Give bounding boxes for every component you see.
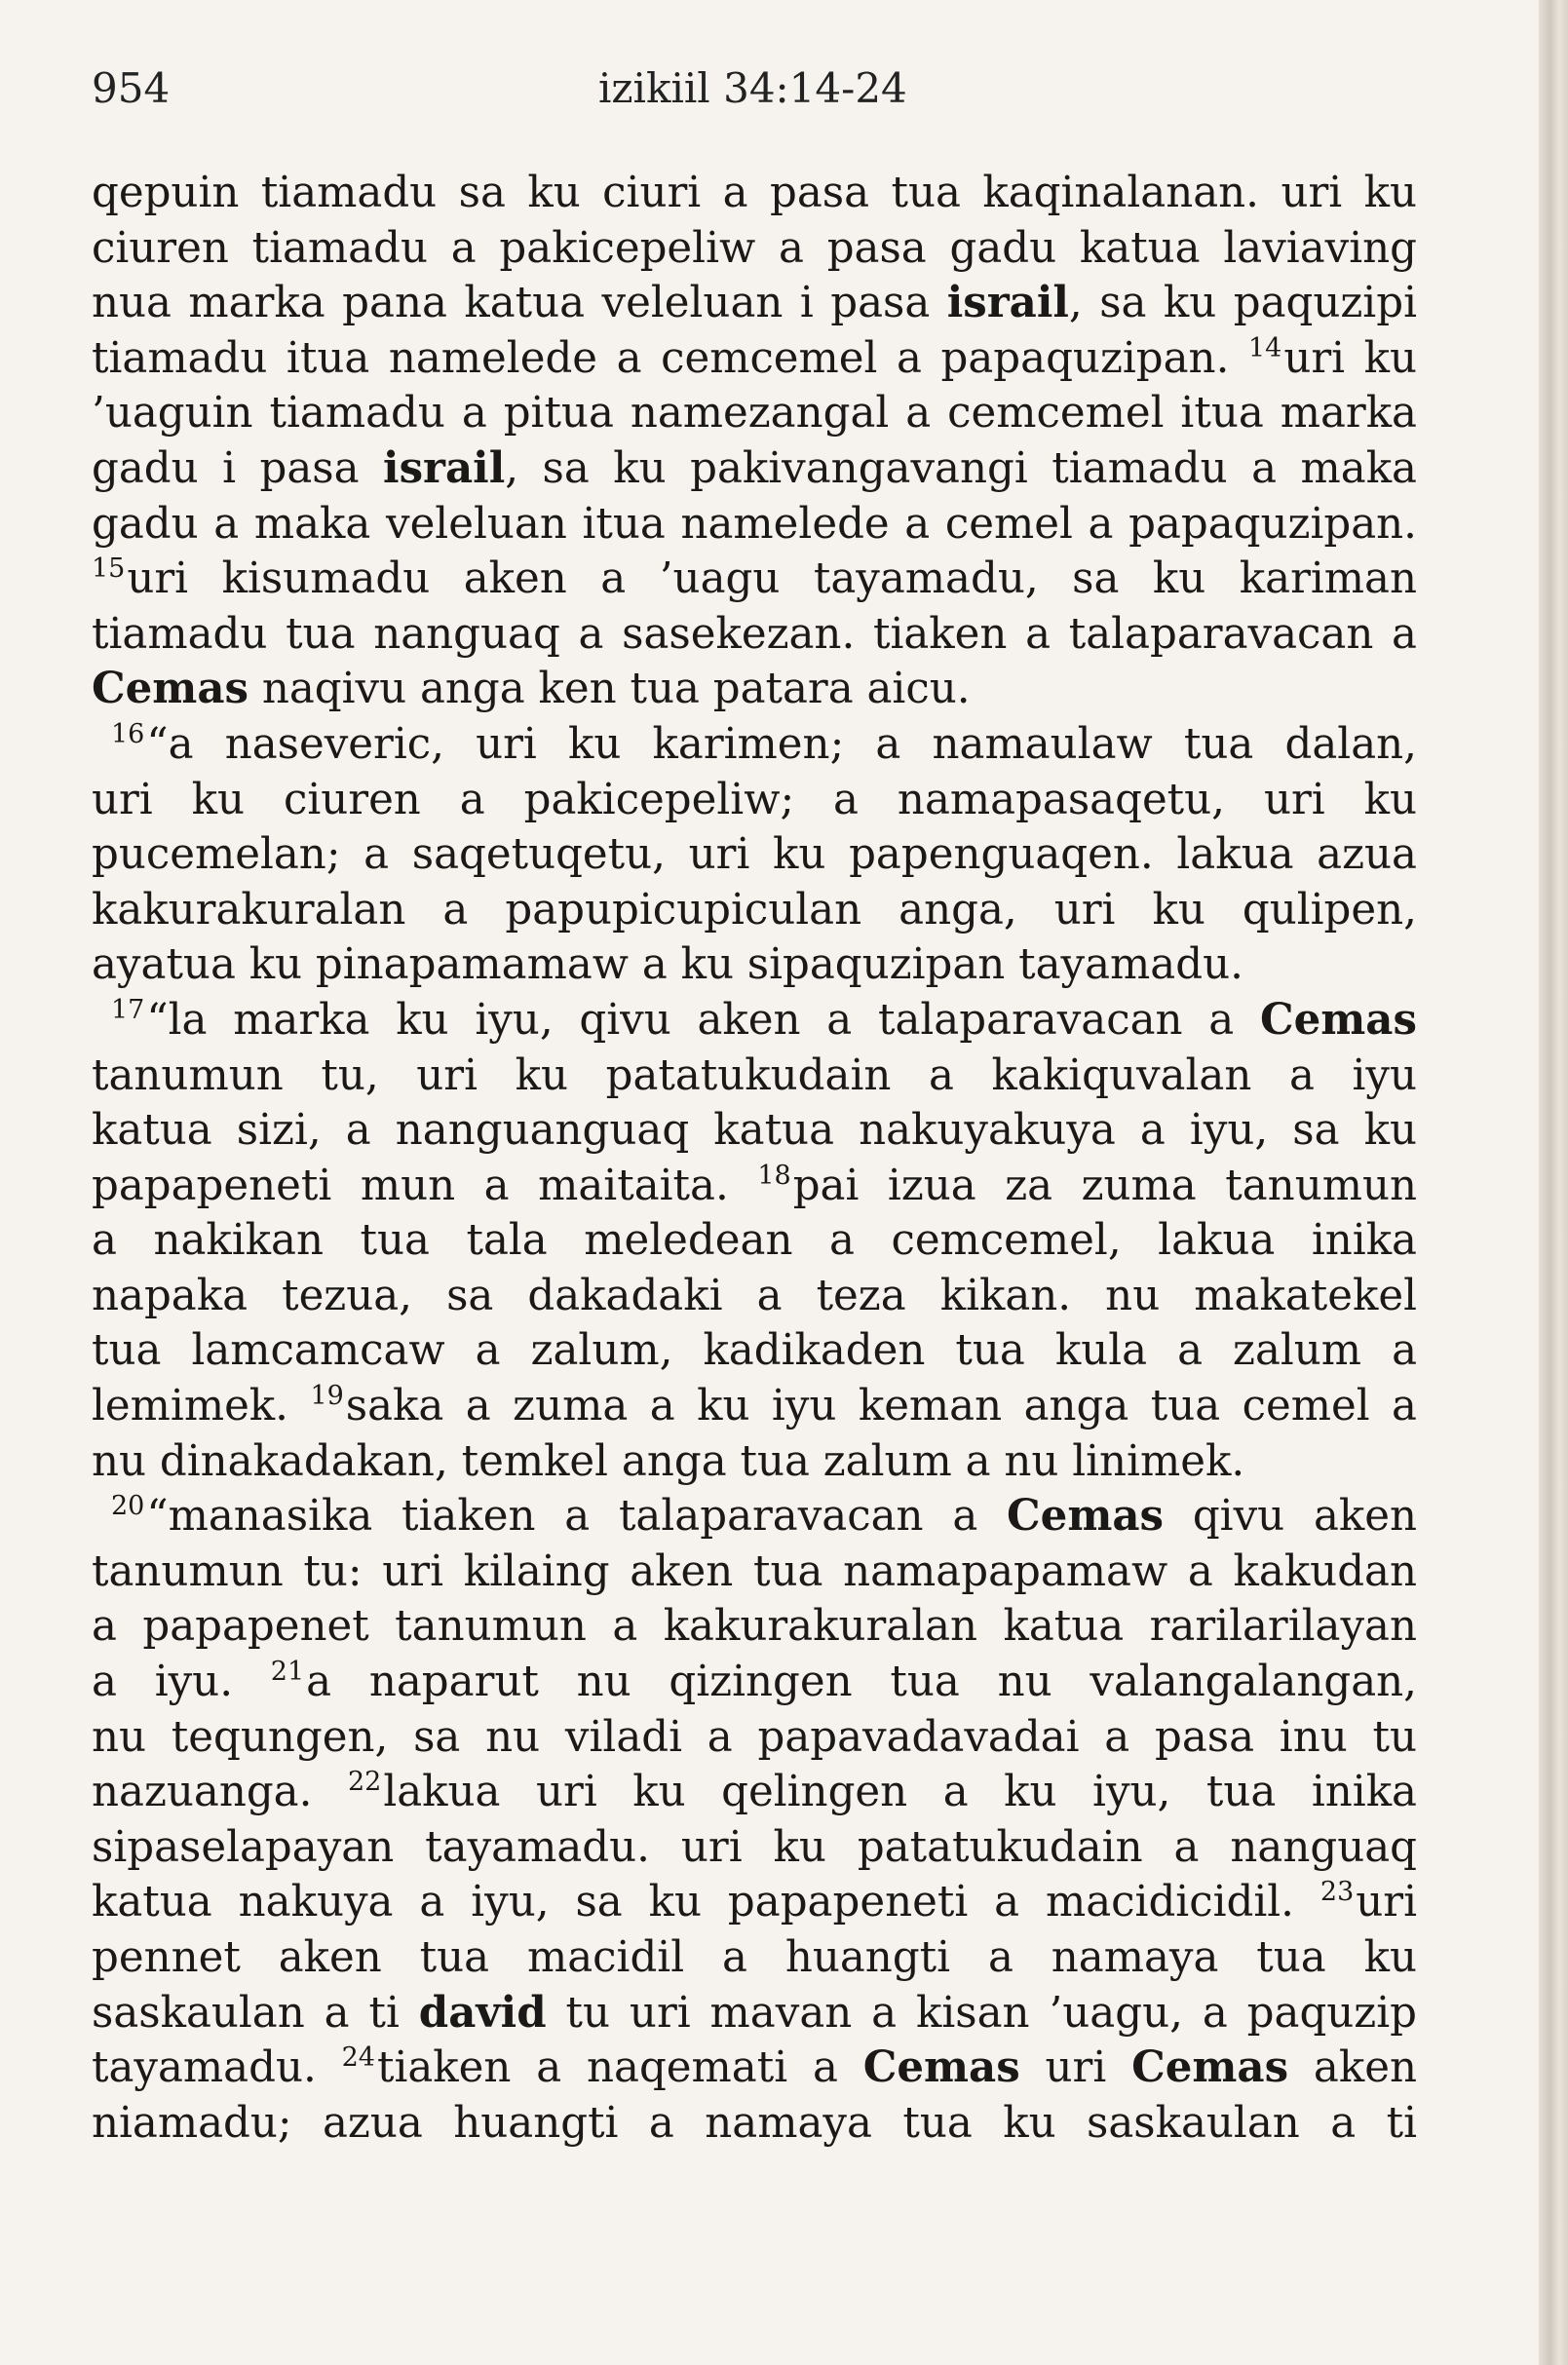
verse-number: 15: [92, 553, 126, 585]
verse-number: 20: [111, 1491, 145, 1522]
verse-number: 19: [310, 1381, 344, 1412]
text-line: tanumun tu, uri ku patatukudain a kakiquvalan a iyu: [92, 1050, 1417, 1100]
text-line: a nakikan tua tala meledean a cemcemel, lakua inika: [92, 1216, 1417, 1266]
text-line: a papapenet tanumun a kakurakuralan katua rarilarilayan: [92, 1602, 1417, 1652]
text-line: sipaselapayan tayamadu. uri ku patatukudain a nanguaq: [92, 1822, 1417, 1872]
text-line: nazuanga. $^{22}$lakua uri ku qelingen a ku iyu, tua inika: [92, 1767, 1417, 1817]
bold-name: israil: [946, 278, 1069, 328]
text-line: tiamadu itua namelede a cemcemel a papaquzipan. $^{14}$uri ku: [92, 332, 1417, 383]
text-line: katua nakuya a iyu, sa ku papapeneti a macidicidil. $^{23}$uri: [92, 1877, 1417, 1927]
text-line: lemimek. $^{19}$saka a zuma a ku iyu keman anga tua cemel a: [92, 1381, 1417, 1431]
verse-number: 18: [757, 1160, 791, 1191]
text-line: niamadu; azua huangti a namaya tua ku saskaulan a ti: [92, 2098, 1417, 2148]
text-line: nu dinakadakan, temkel anga tua zalum a nu linimek.: [92, 1436, 1245, 1486]
text-line: tiamadu tua nanguaq a sasekezan. tiaken a talaparavacan a: [92, 609, 1417, 659]
text-line: nua marka pana katua veleluan i pasa israil, sa ku paquzipi: [92, 278, 1417, 328]
text-line: uri ku ciuren a pakicepeliw; a namapasaqetu, uri ku: [92, 775, 1417, 824]
verse-number: 22: [347, 1767, 382, 1798]
text-line: tua lamcamcaw a zalum, kadikaden tua kula a zalum a: [92, 1326, 1417, 1376]
page-header: [92, 64, 1417, 123]
text-line: Cemas naqivu anga ken tua patara aicu.: [92, 664, 971, 714]
text-line: $^{17}$“la marka ku iyu, qivu aken a talaparavacan a Cemas: [111, 994, 1417, 1045]
text-line: ’uaguin tiamadu a pitua namezangal a cemcemel itua marka: [92, 389, 1417, 439]
verse-number: 23: [1319, 1877, 1355, 1908]
bold-name: Cemas: [1007, 1491, 1165, 1542]
text-line: saskaulan a ti david tu uri mavan a kisan ’uagu, a paquzip: [92, 1987, 1417, 2038]
bold-name: Cemas: [1259, 994, 1417, 1045]
text-line: gadu i pasa israil, sa ku pakivangavangi tiamadu a maka: [92, 442, 1417, 493]
verse-number: 21: [270, 1657, 305, 1688]
page-edge: [1539, 0, 1568, 2365]
text-line: qepuin tiamadu sa ku ciuri a pasa tua kaqinalanan. uri ku: [92, 169, 1417, 217]
text-line: $^{15}$uri kisumadu aken a ’uagu tayamadu, sa ku kariman: [92, 553, 1417, 604]
text-line: katua sizi, a nanguanguaq katua nakuyakuya a iyu, sa ku: [92, 1106, 1417, 1156]
text-line: papapeneti mun a maitaita. $^{18}$pai izua za zuma tanumun: [92, 1160, 1417, 1210]
text-line: $^{16}$“a naseveric, uri ku karimen; a namaulaw tua dalan,: [111, 718, 1417, 769]
bold-name: david: [418, 1987, 547, 2038]
text-line: pucemelan; a saqetuqetu, uri ku papenguaqen. lakua azua: [92, 830, 1417, 880]
bold-name: Cemas: [862, 2042, 1020, 2093]
bold-name: Cemas: [92, 664, 249, 714]
verse-number: 16: [111, 718, 145, 749]
text-line: nu tequngen, sa nu viladi a papavadavadai a pasa inu tu: [92, 1712, 1417, 1762]
text-line: napaka tezua, sa dakadaki a teza kikan. nu makatekel: [92, 1271, 1417, 1320]
text-line: gadu a maka veleluan itua namelede a cemel a papaquzipan.: [92, 499, 1417, 549]
bold-name: Cemas: [1131, 2042, 1289, 2093]
verse-number: 14: [1247, 332, 1282, 363]
running-head: izikiil 34:14-24: [598, 64, 907, 112]
scripture-text: [92, 166, 1417, 2151]
text-line: ayatua ku pinapamamaw a ku sipaquzipan tayamadu.: [92, 940, 1243, 990]
text-line: $^{20}$“manasika tiaken a talaparavacan a Cemas qivu aken: [111, 1491, 1417, 1542]
text-line: kakurakuralan a papupicupiculan anga, uri ku qulipen,: [92, 885, 1417, 935]
verse-number: 17: [111, 994, 145, 1025]
page-number: 954: [92, 64, 171, 112]
bold-name: israil: [383, 442, 506, 493]
text-line: ciuren tiamadu a pakicepeliw a pasa gadu katua laviaving: [92, 223, 1417, 273]
text-line: tayamadu. $^{24}$tiaken a naqemati a Cemas uri Cemas aken: [92, 2042, 1417, 2093]
text-line: pennet aken tua macidil a huangti a namaya tua ku: [92, 1933, 1417, 1982]
text-line: tanumun tu: uri kilaing aken tua namapapamaw a kakudan: [92, 1546, 1417, 1596]
text-line: a iyu. $^{21}$a naparut nu qizingen tua nu valangalangan,: [92, 1657, 1418, 1707]
verse-number: 24: [341, 2042, 375, 2074]
